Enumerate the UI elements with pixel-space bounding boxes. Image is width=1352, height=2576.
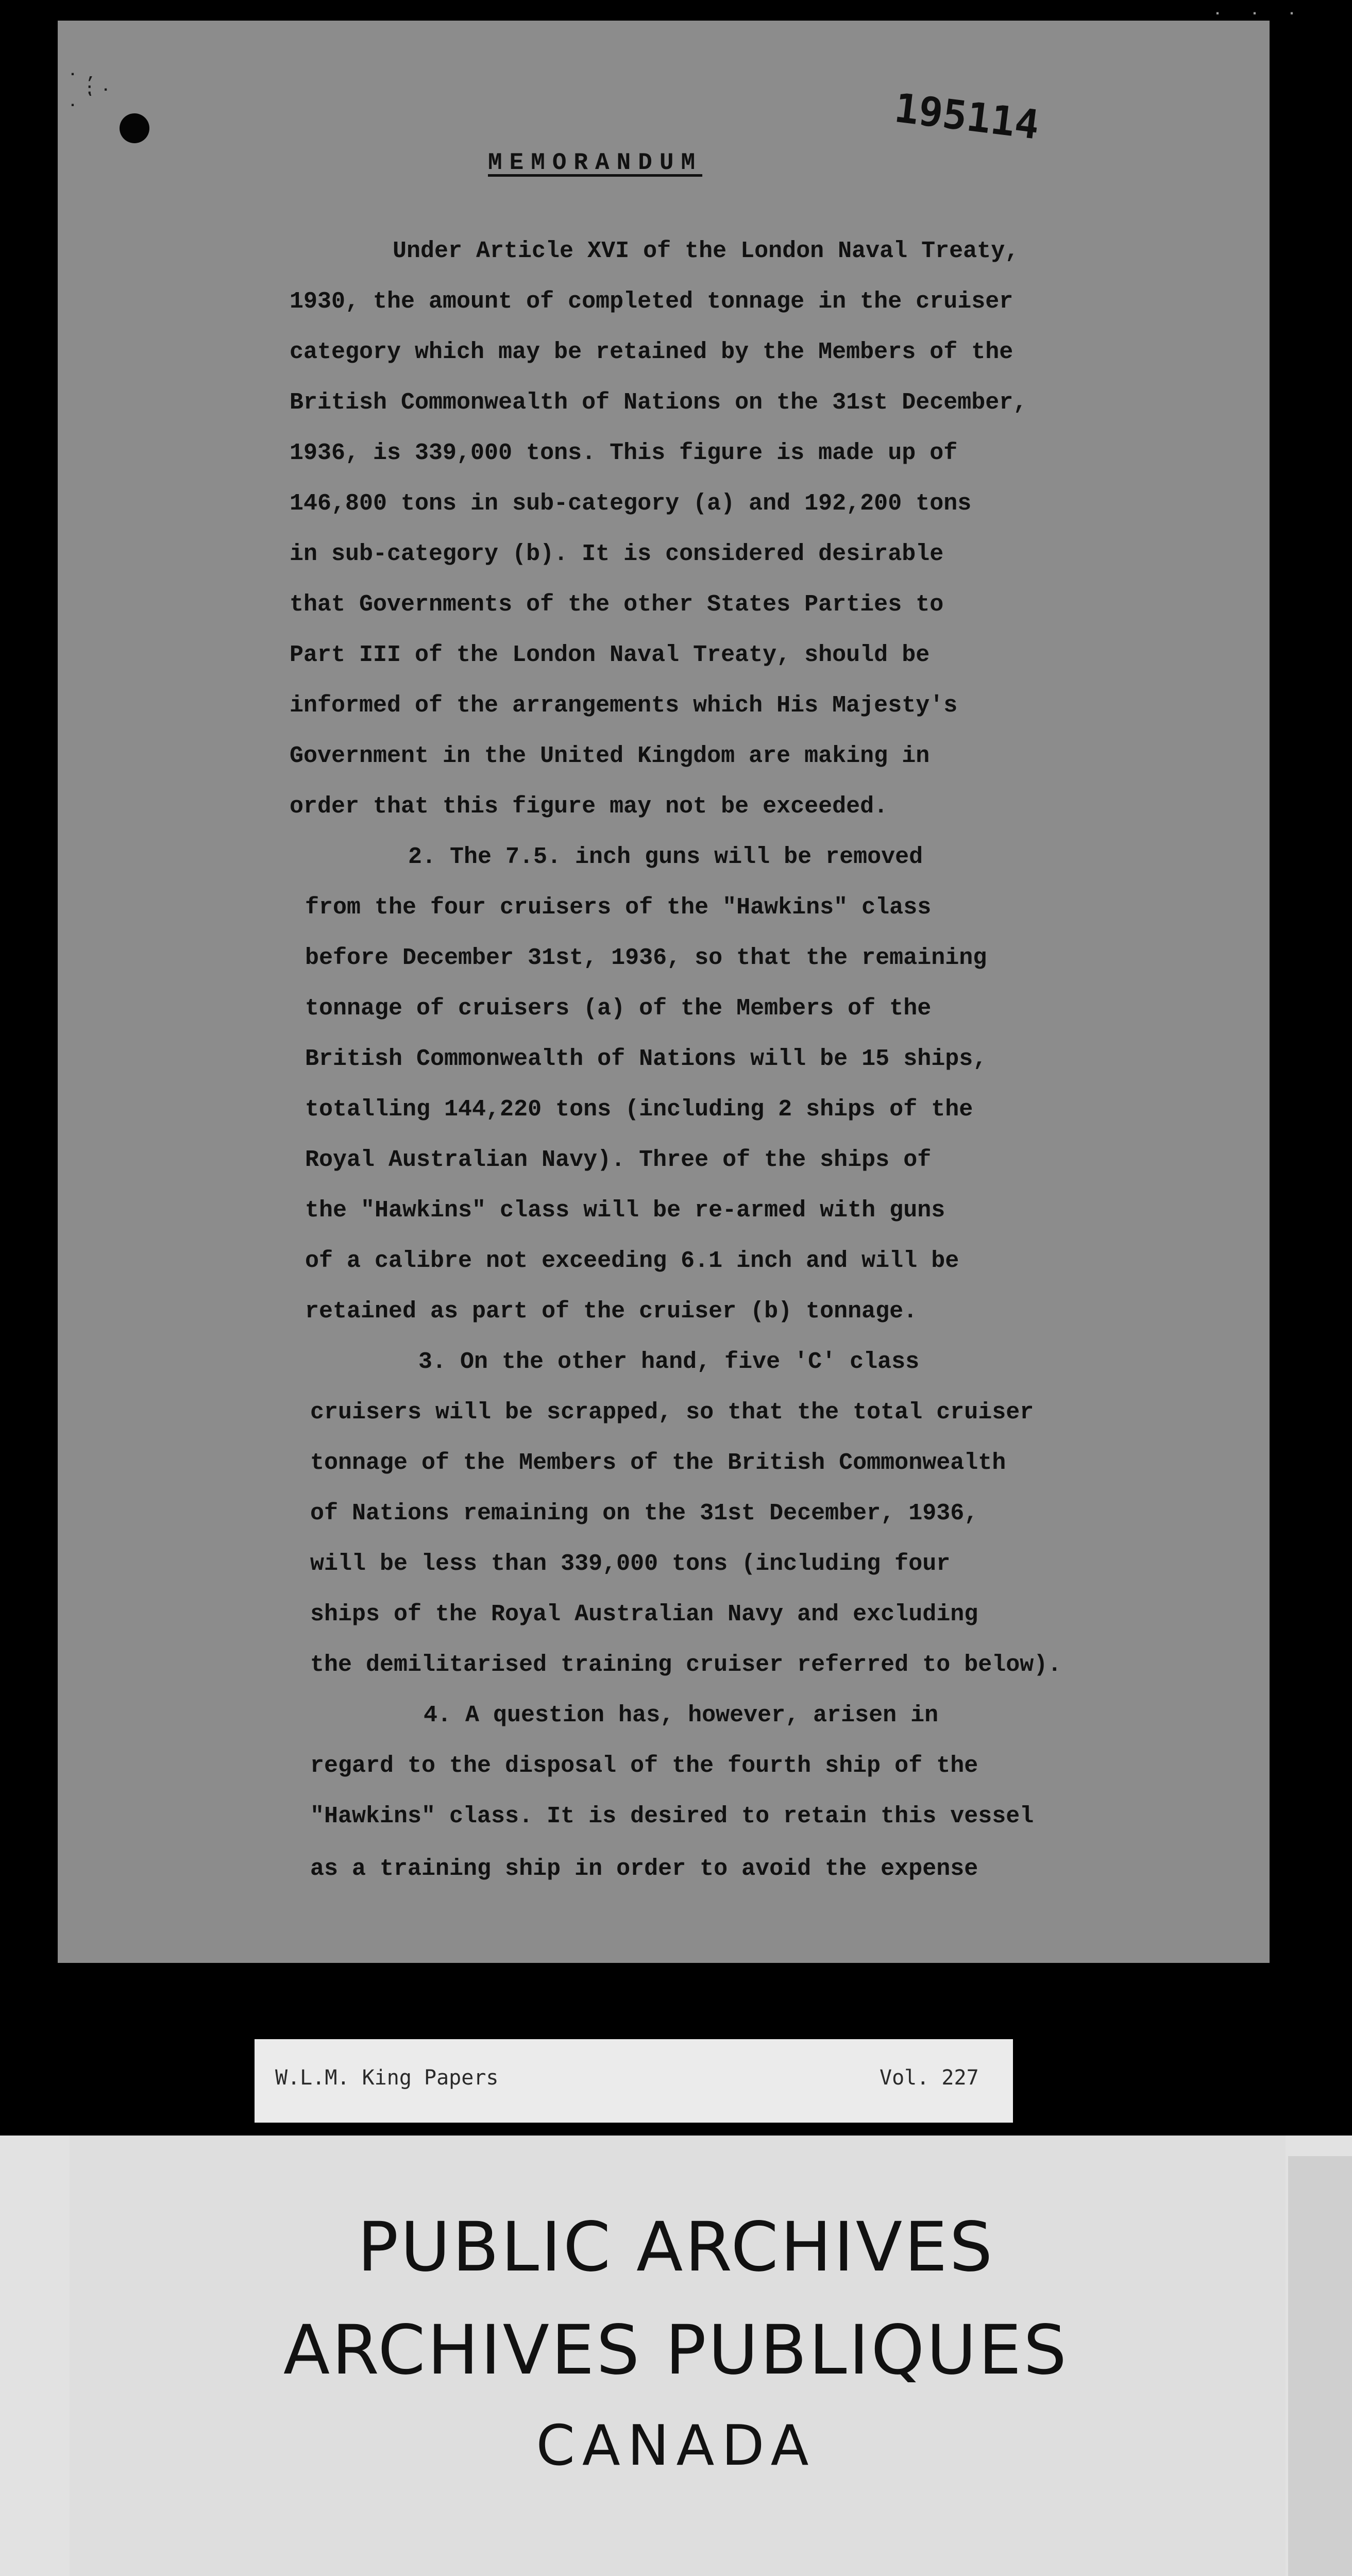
volume-number: Vol. 227 — [880, 2066, 979, 2090]
memo-line: 146,800 tons in sub-category (a) and 192,200 tons — [290, 490, 972, 517]
memo-line: before December 31st, 1936, so that the remaining — [305, 945, 987, 971]
memo-line: regard to the disposal of the fourth ship of the — [310, 1753, 978, 1779]
memo-line: "Hawkins" class. It is desired to retain this vessel — [310, 1803, 1034, 1829]
archives-card — [0, 2136, 1352, 2576]
memo-line: of a calibre not exceeding 6.1 inch and will be — [305, 1248, 959, 1274]
memo-line: Under Article XVI of the London Naval Treaty, — [393, 238, 1019, 264]
memo-line: cruisers will be scrapped, so that the total cruiser — [310, 1399, 1034, 1426]
memo-line: as a training ship in order to avoid the expense — [310, 1856, 978, 1882]
top-specks: · · · — [1212, 5, 1306, 23]
memo-line: tonnage of the Members of the British Commonwealth — [310, 1450, 1006, 1476]
memo-line: informed of the arrangements which His Majesty's — [290, 692, 958, 719]
memo-line: in sub-category (b). It is considered desirable — [290, 541, 944, 567]
memo-line: the demilitarised training cruiser referred to below). — [310, 1652, 1062, 1678]
memo-line: 3. On the other hand, five 'C' class — [418, 1349, 920, 1375]
memo-line: the "Hawkins" class will be re-armed with guns — [305, 1197, 945, 1224]
memo-line: Royal Australian Navy). Three of the ships of — [305, 1147, 932, 1173]
memo-line: will be less than 339,000 tons (including four — [310, 1551, 951, 1577]
memo-line: tonnage of cruisers (a) of the Members of the — [305, 995, 932, 1022]
memo-line: Government in the United Kingdom are making in — [290, 743, 930, 769]
stamp-number: 195114 — [892, 85, 1042, 149]
memo-line: totalling 144,220 tons (including 2 ships of the — [305, 1096, 973, 1123]
memo-page — [58, 5, 1306, 1963]
memo-line: Part III of the London Naval Treaty, should be — [290, 642, 930, 668]
memo-line: British Commonwealth of Nations will be 15 ships, — [305, 1046, 987, 1072]
archives-country: CANADA — [536, 2414, 816, 2478]
memo-line: 1930, the amount of completed tonnage in the cruiser — [290, 289, 1013, 315]
collection-name: W.L.M. King Papers — [275, 2066, 499, 2090]
collection-label-strip — [255, 2039, 1013, 2123]
memo-line: order that this figure may not be exceeded. — [290, 793, 888, 820]
memo-line: ships of the Royal Australian Navy and excluding — [310, 1601, 978, 1628]
archives-heading-en: PUBLIC ARCHIVES — [357, 2208, 995, 2287]
memo-line: British Commonwealth of Nations on the 31st December, — [290, 389, 1027, 416]
memo-line: from the four cruisers of the "Hawkins" class — [305, 894, 932, 921]
memo-line: 2. The 7.5. inch guns will be removed — [408, 844, 923, 870]
memo-line: retained as part of the cruiser (b) tonnage. — [305, 1298, 918, 1325]
memo-line: 4. A question has, however, arisen in — [424, 1702, 939, 1728]
memo-line: 1936, is 339,000 tons. This figure is made up of — [290, 440, 958, 466]
memo-line: that Governments of the other States Parties to — [290, 591, 944, 618]
memo-title: MEMORANDUM — [488, 149, 703, 176]
memo-line: category which may be retained by the Members of the — [290, 339, 1013, 365]
archives-heading-fr: ARCHIVES PUBLIQUES — [283, 2311, 1069, 2390]
scan-specks: · , ⁏ · · — [68, 66, 111, 114]
memo-line: of Nations remaining on the 31st December, 1936, — [310, 1500, 978, 1527]
